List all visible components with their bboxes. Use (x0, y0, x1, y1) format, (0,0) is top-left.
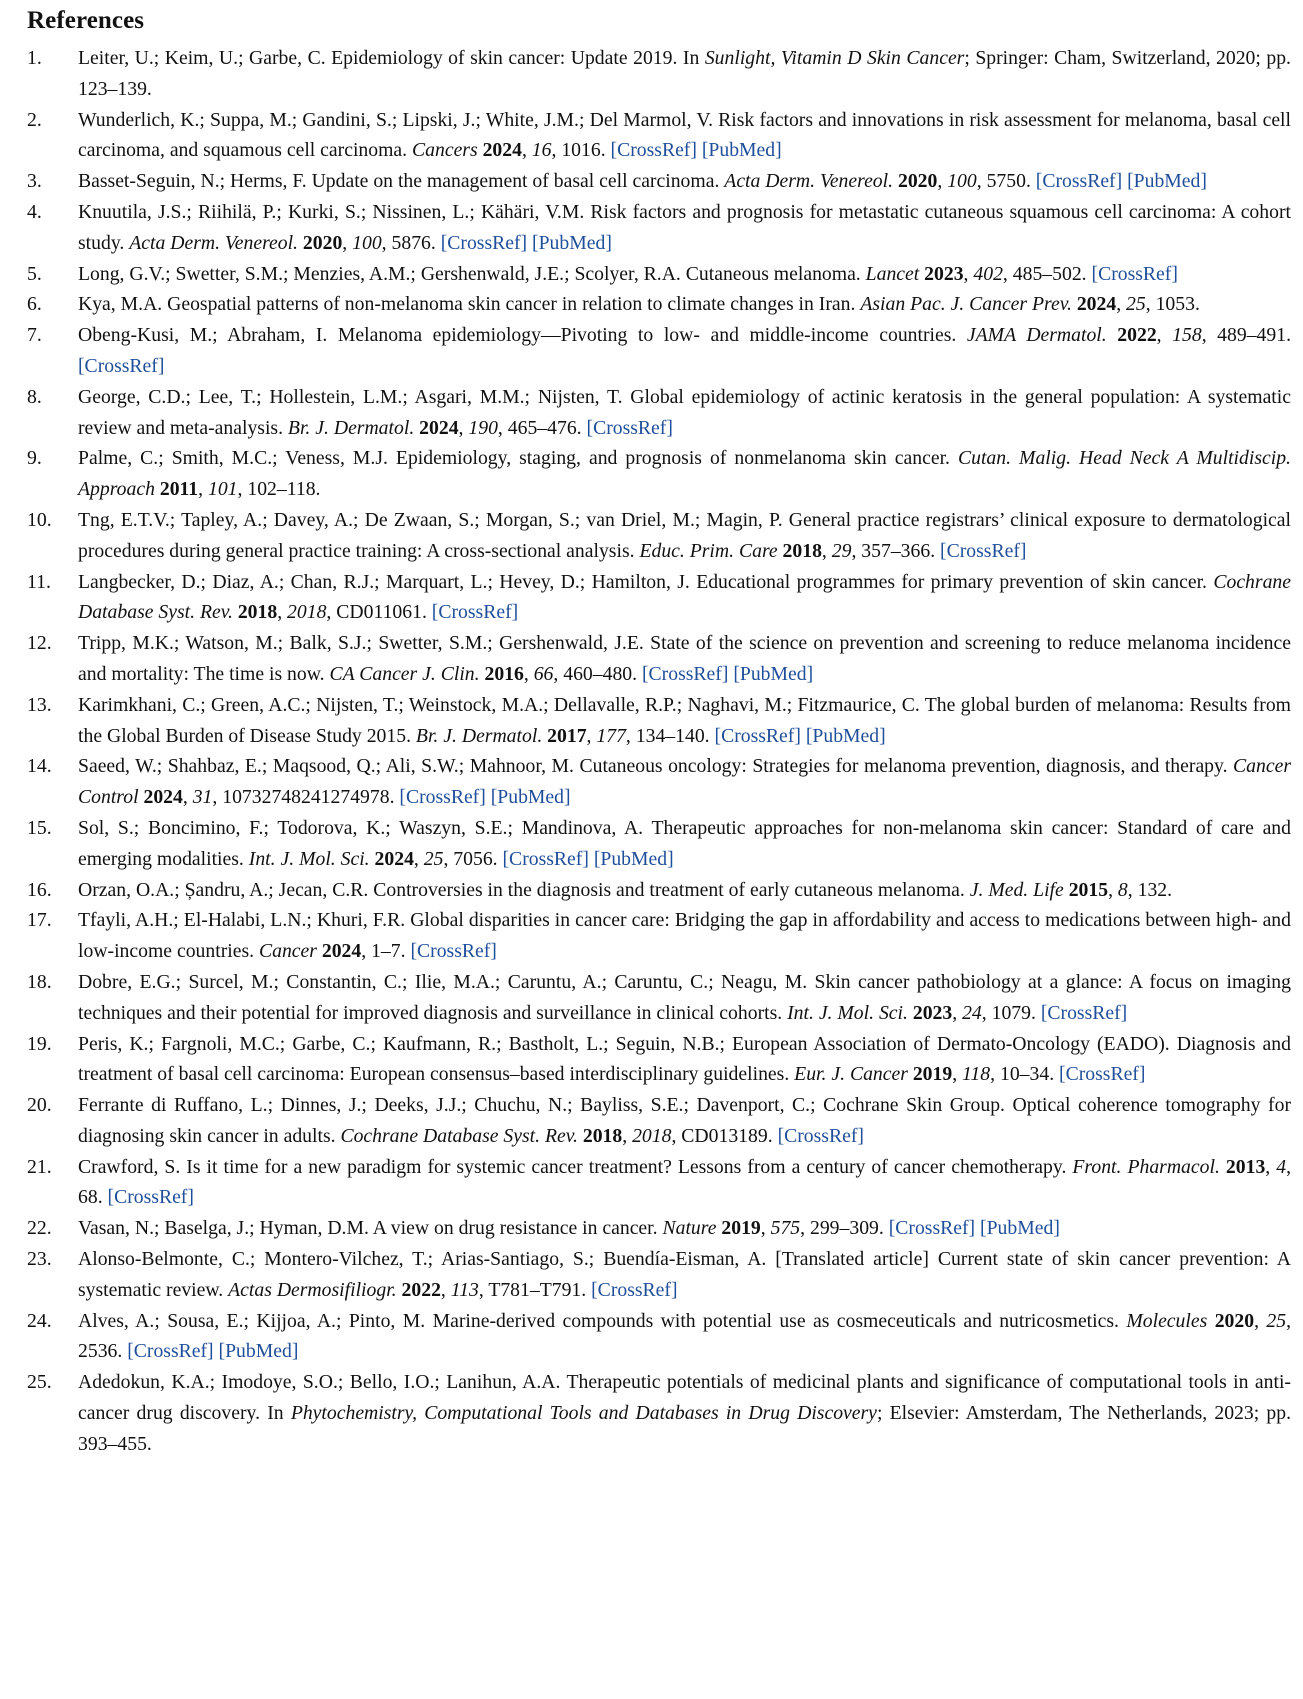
ref-segment: , 489–491. (1201, 324, 1292, 347)
reference-text (78, 632, 1291, 685)
reference-text (78, 386, 1291, 439)
crossref-link[interactable]: [CrossRef] (431, 601, 519, 624)
reference-item (27, 105, 1291, 167)
reference-number: 17. (27, 909, 52, 932)
ref-segment: , 1079. (981, 1001, 1041, 1024)
reference-text (78, 170, 1207, 192)
reference-item (27, 1213, 1291, 1244)
reference-item (27, 1152, 1291, 1214)
ref-italic: Br. J. Dermatol. (287, 416, 415, 439)
ref-segment: Alves, A.; Sousa, E.; Kijjoa, A.; Pinto, M. Marine-derived compounds with potential use as cosmeceuticals and nutricosmetics. (78, 1309, 1127, 1332)
reference-number: 19. (27, 1032, 52, 1055)
ref-segment: , (1254, 1309, 1267, 1332)
ref-segment: , (523, 662, 534, 685)
reference-text (78, 293, 1200, 315)
ref-italic: 25 (1266, 1309, 1287, 1332)
reference-text (78, 1156, 1291, 1209)
ref-italic: 4 (1276, 1155, 1287, 1178)
ref-segment: Sol, S.; Boncimino, F.; Todorova, K.; Waszyn, S.E.; Mandinova, A. Therapeutic approaches for non-melanoma skin cancer: Standard of care and emerging modalities. (78, 816, 1291, 870)
reference-text (78, 47, 1291, 100)
ref-italic: Educ. Prim. Care (639, 539, 778, 562)
ref-italic: 25 (423, 847, 444, 870)
ref-segment: , 102–118. (237, 478, 321, 501)
ref-segment: Knuutila, J.S.; Riihilä, P.; Kurki, S.; Nissinen, L.; Kähäri, V.M. Risk factors and prognosis for metastatic cutaneous squamous cell carcinoma: A cohort study. (78, 200, 1291, 254)
ref-segment: Saeed, W.; Shahbaz, E.; Maqsood, Q.; Ali, S.W.; Mahnoor, M. Cutaneous oncology: Strategies for melanoma prevention, diagnosis, and therapy. (78, 755, 1234, 778)
pubmed-link[interactable]: [PubMed] (593, 847, 674, 870)
ref-segment: , 5750. (976, 170, 1036, 193)
ref-italic: J. Med. Life (969, 878, 1064, 901)
pubmed-link[interactable]: [PubMed] (532, 231, 612, 254)
ref-segment: Basset-Seguin, N.; Herms, F. Update on the management of basal cell carcinoma. (78, 170, 725, 193)
ref-segment: Tripp, M.K.; Watson, M.; Balk, S.J.; Swetter, S.M.; Gershenwald, J.E. State of the science on prevention and screening to reduce melanoma incidence and mortality: The time is now. (78, 632, 1291, 685)
ref-italic: Sunlight, Vitamin D Skin Cancer (704, 47, 965, 69)
reference-item (27, 628, 1291, 690)
ref-italic: Cancer Control (78, 755, 1291, 809)
ref-year: 2020 (1214, 1309, 1255, 1332)
ref-segment: , (342, 231, 353, 254)
ref-segment: Adedokun, K.A.; Imodoye, S.O.; Bello, I.O.; Lanihun, A.A. Therapeutic potentials of medicinal plants and significance of computational tools in anti-cancer drug discovery. In (78, 1371, 1291, 1425)
reference-number: 4. (27, 200, 42, 223)
reference-item (27, 166, 1291, 197)
ref-italic: CA Cancer J. Clin. (329, 662, 480, 685)
reference-number: 3. (27, 170, 42, 193)
ref-italic: Front. Pharmacol. (1072, 1155, 1220, 1178)
ref-segment: , 134–140. (625, 724, 715, 747)
reference-item (27, 567, 1291, 629)
ref-year: 2024 (321, 940, 362, 963)
reference-number: 24. (27, 1309, 52, 1332)
reference-item (27, 905, 1291, 967)
ref-italic: 118 (962, 1063, 991, 1086)
ref-segment: , (1156, 324, 1173, 347)
ref-italic: Actas Dermosifiliogr. (228, 1278, 397, 1301)
ref-segment: , 2536. (78, 1309, 1292, 1363)
reference-number: 12. (27, 632, 52, 655)
ref-segment: , (586, 724, 597, 747)
ref-segment: ; Springer: Cham, Switzerland, 2020; pp. 123–139. (78, 47, 1291, 100)
ref-segment: , 5876. (381, 231, 441, 254)
reference-item (27, 320, 1291, 382)
ref-segment: , 1016. (551, 139, 611, 162)
ref-italic: 25 (1126, 293, 1146, 316)
crossref-link[interactable]: [CrossRef] (641, 662, 729, 685)
pubmed-link[interactable]: [PubMed] (490, 786, 571, 809)
crossref-link[interactable]: [CrossRef] (714, 724, 801, 747)
ref-segment: , CD011061. (326, 601, 432, 624)
ref-segment: Peris, K.; Fargnoli, M.C.; Garbe, C.; Kaufmann, R.; Bastholt, L.; Seguin, N.B.; European Association of Dermato-Oncology (EADO). Diagnosis and treatment of basal cell carcinoma: European consensus–based interdisciplinary guidelines. (78, 1032, 1291, 1086)
ref-segment: Alonso-Belmonte, C.; Montero-Vilchez, T.; Arias-Santiago, S.; Buendía-Eisman, A. [Translated article] Current state of skin cancer prevention: A systematic review. (78, 1248, 1291, 1301)
ref-segment: , 1–7. (361, 940, 411, 963)
crossref-link[interactable]: [CrossRef] (586, 416, 673, 439)
reference-number: 16. (27, 878, 52, 901)
ref-segment: , T781–T791. (478, 1278, 592, 1301)
ref-segment: , (440, 1278, 451, 1301)
ref-segment: , 460–480. (553, 662, 642, 685)
ref-italic: 402 (973, 262, 1003, 285)
ref-year: 2019 (721, 1217, 761, 1240)
ref-segment: , 357–366. (851, 539, 941, 562)
reference-text (78, 571, 1291, 624)
ref-italic: Cochrane Database Syst. Rev. (78, 570, 1291, 624)
reference-number: 11. (27, 570, 51, 593)
reference-text (78, 879, 1172, 901)
reference-number: 9. (27, 447, 42, 470)
ref-segment: , 7056. (443, 847, 503, 870)
reference-text (78, 447, 1291, 500)
pubmed-link[interactable]: [PubMed] (1127, 170, 1207, 193)
ref-italic: 29 (831, 539, 852, 562)
ref-segment: Tfayli, A.H.; El-Halabi, L.N.; Khuri, F.R. Global disparities in cancer care: Bridging the gap in affordability and access to medications between high- and low-income countries. (78, 909, 1291, 963)
ref-italic: 24 (962, 1001, 982, 1024)
reference-text (78, 1094, 1291, 1147)
reference-item (27, 259, 1291, 290)
crossref-link[interactable]: [CrossRef] (1059, 1063, 1146, 1086)
reference-text (78, 263, 1178, 285)
reference-number: 20. (27, 1094, 52, 1117)
ref-year: 2020 (302, 231, 343, 254)
reference-text (78, 109, 1291, 162)
ref-segment: Tng, E.T.V.; Tapley, A.; Davey, A.; De Zwaan, S.; Morgan, S.; van Driel, M.; Magin, P. General practice registrars’ clinical exposure to dermatological procedures during general practice training: A cross-sectional analysis. (78, 508, 1291, 562)
ref-year: 2016 (484, 662, 524, 685)
ref-italic: 100 (352, 231, 382, 254)
reference-number: 1. (27, 47, 42, 69)
ref-year: 2024 (374, 847, 414, 870)
reference-text (78, 509, 1291, 562)
crossref-link[interactable]: [CrossRef] (1091, 262, 1178, 285)
reference-item (27, 1367, 1291, 1459)
reference-item (27, 1029, 1291, 1091)
reference-list (27, 43, 1291, 1460)
ref-segment: Karimkhani, C.; Green, A.C.; Nijsten, T.; Weinstock, M.A.; Dellavalle, R.P.; Naghavi, M.; Fitzmaurice, C. The global burden of melanoma: Results from the Global Burden of Disease Study 2015. (78, 693, 1291, 747)
pubmed-link[interactable]: [PubMed] (701, 139, 782, 162)
ref-year: 2018 (782, 539, 822, 562)
ref-year: 2018 (582, 1124, 623, 1147)
reference-text (78, 324, 1291, 377)
ref-segment: , (1116, 293, 1127, 316)
ref-italic: Acta Derm. Venereol. (129, 231, 298, 254)
pubmed-link[interactable]: [PubMed] (980, 1217, 1060, 1240)
crossref-link[interactable]: [CrossRef] (107, 1186, 194, 1209)
ref-italic: 66 (533, 662, 554, 685)
reference-text (78, 1217, 1060, 1239)
reference-text (78, 755, 1291, 808)
reference-number: 10. (27, 508, 52, 531)
ref-segment: , (622, 1124, 633, 1147)
reference-text (78, 1033, 1291, 1086)
ref-year: 2022 (1117, 324, 1157, 347)
ref-segment: Palme, C.; Smith, M.C.; Veness, M.J. Epidemiology, staging, and prognosis of nonmelanoma skin cancer. (78, 447, 958, 470)
ref-segment: ; Elsevier: Amsterdam, The Netherlands, 2023; pp. 393–455. (78, 1402, 1291, 1455)
crossref-link[interactable]: [CrossRef] (440, 231, 528, 254)
reference-number: 13. (27, 693, 52, 716)
ref-segment: , (952, 1001, 963, 1024)
crossref-link[interactable]: [CrossRef] (610, 139, 697, 162)
reference-item (27, 690, 1291, 752)
reference-number: 22. (27, 1217, 52, 1240)
ref-italic: 101 (207, 478, 238, 501)
pubmed-link[interactable]: [PubMed] (218, 1340, 299, 1363)
ref-segment: , (277, 601, 288, 624)
reference-number: 23. (27, 1248, 52, 1271)
ref-italic: 2018 (632, 1124, 672, 1147)
ref-italic: Lancet (865, 262, 920, 285)
ref-segment: , 10–34. (990, 1063, 1060, 1086)
ref-italic: 177 (596, 724, 626, 747)
reference-text (78, 201, 1291, 254)
crossref-link[interactable]: [CrossRef] (940, 539, 1027, 562)
reference-item (27, 1244, 1291, 1306)
crossref-link[interactable]: [CrossRef] (888, 1217, 976, 1240)
reference-number: 5. (27, 262, 42, 285)
reference-number: 25. (27, 1371, 52, 1394)
ref-segment: George, C.D.; Lee, T.; Hollestein, L.M.; Asgari, M.M.; Nijsten, T. Global epidemiology of actinic keratosis in the general population: A systematic review and meta-analysis. (78, 385, 1291, 439)
reference-item (27, 289, 1291, 320)
ref-italic: Cutan. Malig. Head Neck A Multidiscip. Approach (78, 447, 1291, 501)
ref-segment: , (1265, 1155, 1277, 1178)
ref-segment: , 132. (1127, 878, 1173, 901)
crossref-link[interactable]: [CrossRef] (78, 354, 165, 377)
reference-item (27, 751, 1291, 813)
reference-text (78, 817, 1291, 870)
ref-italic: Int. J. Mol. Sci. (787, 1001, 908, 1024)
ref-segment: , (521, 139, 532, 162)
reference-number: 15. (27, 816, 52, 839)
reference-text (78, 694, 1291, 747)
reference-item (27, 382, 1291, 444)
ref-segment: Crawford, S. Is it time for a new paradigm for systemic cancer treatment? Lessons from a century of cancer chemotherapy. (78, 1155, 1073, 1178)
pubmed-link[interactable]: [PubMed] (733, 662, 814, 685)
reference-item (27, 875, 1291, 906)
ref-italic: Nature (662, 1217, 717, 1240)
pubmed-link[interactable]: [PubMed] (805, 724, 886, 747)
reference-item (27, 505, 1291, 567)
ref-year: 2024 (482, 139, 522, 162)
reference-number: 21. (27, 1155, 52, 1178)
reference-text (78, 1371, 1291, 1455)
ref-italic: Asian Pac. J. Cancer Prev. (860, 293, 1072, 316)
ref-segment: Vasan, N.; Baselga, J.; Hyman, D.M. A view on drug resistance in cancer. (78, 1217, 663, 1240)
ref-italic: Eur. J. Cancer (794, 1063, 908, 1086)
ref-segment: , (458, 416, 469, 439)
ref-segment: , 68. (78, 1155, 1292, 1209)
ref-segment: , (760, 1217, 771, 1240)
ref-italic: Cancers (412, 139, 478, 162)
ref-italic: Acta Derm. Venereol. (724, 170, 894, 193)
reference-text (78, 1248, 1291, 1301)
ref-segment: , 1053. (1145, 293, 1200, 316)
reference-number: 8. (27, 385, 42, 408)
ref-year: 2024 (1076, 293, 1117, 316)
reference-item (27, 813, 1291, 875)
ref-italic: 190 (468, 416, 498, 439)
ref-segment: , (952, 1063, 963, 1086)
crossref-link[interactable]: [CrossRef] (1035, 170, 1123, 193)
ref-segment: , (937, 170, 948, 193)
ref-italic: 31 (192, 786, 213, 809)
reference-item (27, 43, 1291, 105)
ref-year: 2011 (159, 478, 199, 501)
ref-year: 2018 (237, 601, 278, 624)
ref-segment: Obeng-Kusi, M.; Abraham, I. Melanoma epidemiology—Pivoting to low- and middle-income countries. (78, 324, 967, 347)
ref-segment: , 465–476. (497, 416, 587, 439)
ref-italic: Br. J. Dermatol. (415, 724, 543, 747)
ref-segment: Ferrante di Ruffano, L.; Dinnes, J.; Deeks, J.J.; Chuchu, N.; Bayliss, S.E.; Davenport, C.; Cochrane Skin Group. Optical coherence tomography for diagnosing skin cancer in adults. (78, 1094, 1291, 1147)
ref-segment: , (198, 478, 208, 501)
ref-italic: 8 (1117, 878, 1128, 901)
crossref-link[interactable]: [CrossRef] (127, 1340, 214, 1363)
reference-number: 6. (27, 293, 42, 316)
reference-item (27, 1090, 1291, 1152)
ref-segment: Leiter, U.; Keim, U.; Garbe, C. Epidemiology of skin cancer: Update 2019. In (78, 47, 705, 69)
references-heading: References (27, 7, 145, 34)
ref-segment: Wunderlich, K.; Suppa, M.; Gandini, S.; Lipski, J.; White, J.M.; Del Marmol, V. Risk factors and innovations in risk assessment for melanoma, basal cell carcinoma, and squamous cell carcinoma. (78, 108, 1291, 162)
ref-italic: Int. J. Mol. Sci. (248, 847, 370, 870)
reference-text (78, 909, 1291, 962)
reference-text (78, 971, 1291, 1024)
ref-segment: , 10732748241274978. (212, 786, 400, 809)
ref-segment: Kya, M.A. Geospatial patterns of non-melanoma skin cancer in relation to climate changes in Iran. (78, 293, 861, 316)
ref-segment: , (963, 262, 974, 285)
reference-number: 7. (27, 324, 42, 347)
ref-italic: 158 (1172, 324, 1202, 347)
ref-segment: , CD013189. (671, 1124, 778, 1147)
ref-year: 2020 (897, 170, 938, 193)
crossref-link[interactable]: [CrossRef] (502, 847, 589, 870)
ref-segment: , 485–502. (1002, 262, 1092, 285)
ref-segment: Long, G.V.; Swetter, S.M.; Menzies, A.M.; Gershenwald, J.E.; Scolyer, R.A. Cutaneous melanoma. (78, 262, 866, 285)
ref-segment: , (413, 847, 424, 870)
ref-italic: 100 (947, 170, 977, 193)
reference-number: 18. (27, 970, 52, 993)
reference-item (27, 197, 1291, 259)
ref-italic: JAMA Dermatol. (966, 324, 1107, 347)
ref-segment: , (821, 539, 832, 562)
ref-italic: 16 (531, 139, 552, 162)
reference-number: 14. (27, 755, 52, 778)
crossref-link[interactable]: [CrossRef] (1040, 1001, 1128, 1024)
ref-year: 2017 (547, 724, 587, 747)
ref-italic: Cancer (258, 940, 317, 963)
reference-item (27, 967, 1291, 1029)
ref-segment: Dobre, E.G.; Surcel, M.; Constantin, C.; Ilie, M.A.; Caruntu, A.; Caruntu, C.; Neagu, M. Skin cancer pathobiology at a glance: A focus on imaging techniques and their potential for improved diagnosis and surveillance in clinical cohorts. (78, 970, 1291, 1024)
ref-year: 2023 (924, 262, 964, 285)
ref-year: 2022 (401, 1278, 441, 1301)
ref-year: 2015 (1068, 878, 1109, 901)
ref-italic: 2018 (287, 601, 327, 624)
ref-year: 2024 (143, 786, 183, 809)
ref-segment: Orzan, O.A.; Șandru, A.; Jecan, C.R. Controversies in the diagnosis and treatment of early cutaneous melanoma. (78, 878, 970, 901)
ref-italic: Cochrane Database Syst. Rev. (340, 1124, 578, 1147)
crossref-link[interactable]: [CrossRef] (399, 786, 486, 809)
crossref-link[interactable]: [CrossRef] (591, 1278, 678, 1301)
ref-year: 2019 (912, 1063, 953, 1086)
crossref-link[interactable]: [CrossRef] (777, 1124, 864, 1147)
ref-segment (1207, 1310, 1214, 1332)
ref-segment: Langbecker, D.; Diaz, A.; Chan, R.J.; Marquart, L.; Hevey, D.; Hamilton, J. Educational programmes for primary prevention of skin cancer. (78, 570, 1214, 593)
ref-italic: 575 (770, 1217, 801, 1240)
ref-segment: , (182, 786, 193, 809)
ref-italic: Phytochemistry, Computational Tools and Databases in Drug Discovery (290, 1402, 877, 1425)
reference-number: 2. (27, 108, 42, 131)
crossref-link[interactable]: [CrossRef] (410, 940, 497, 963)
reference-text (78, 1310, 1291, 1363)
ref-segment: , (1108, 878, 1118, 901)
ref-segment: , 299–309. (800, 1217, 889, 1240)
ref-segment (1107, 324, 1118, 346)
ref-year: 2024 (419, 416, 459, 439)
ref-italic: Molecules (1126, 1309, 1208, 1332)
reference-item (27, 443, 1291, 505)
ref-italic: 113 (450, 1278, 479, 1301)
ref-year: 2013 (1225, 1155, 1266, 1178)
reference-item (27, 1306, 1291, 1368)
ref-year: 2023 (912, 1001, 953, 1024)
